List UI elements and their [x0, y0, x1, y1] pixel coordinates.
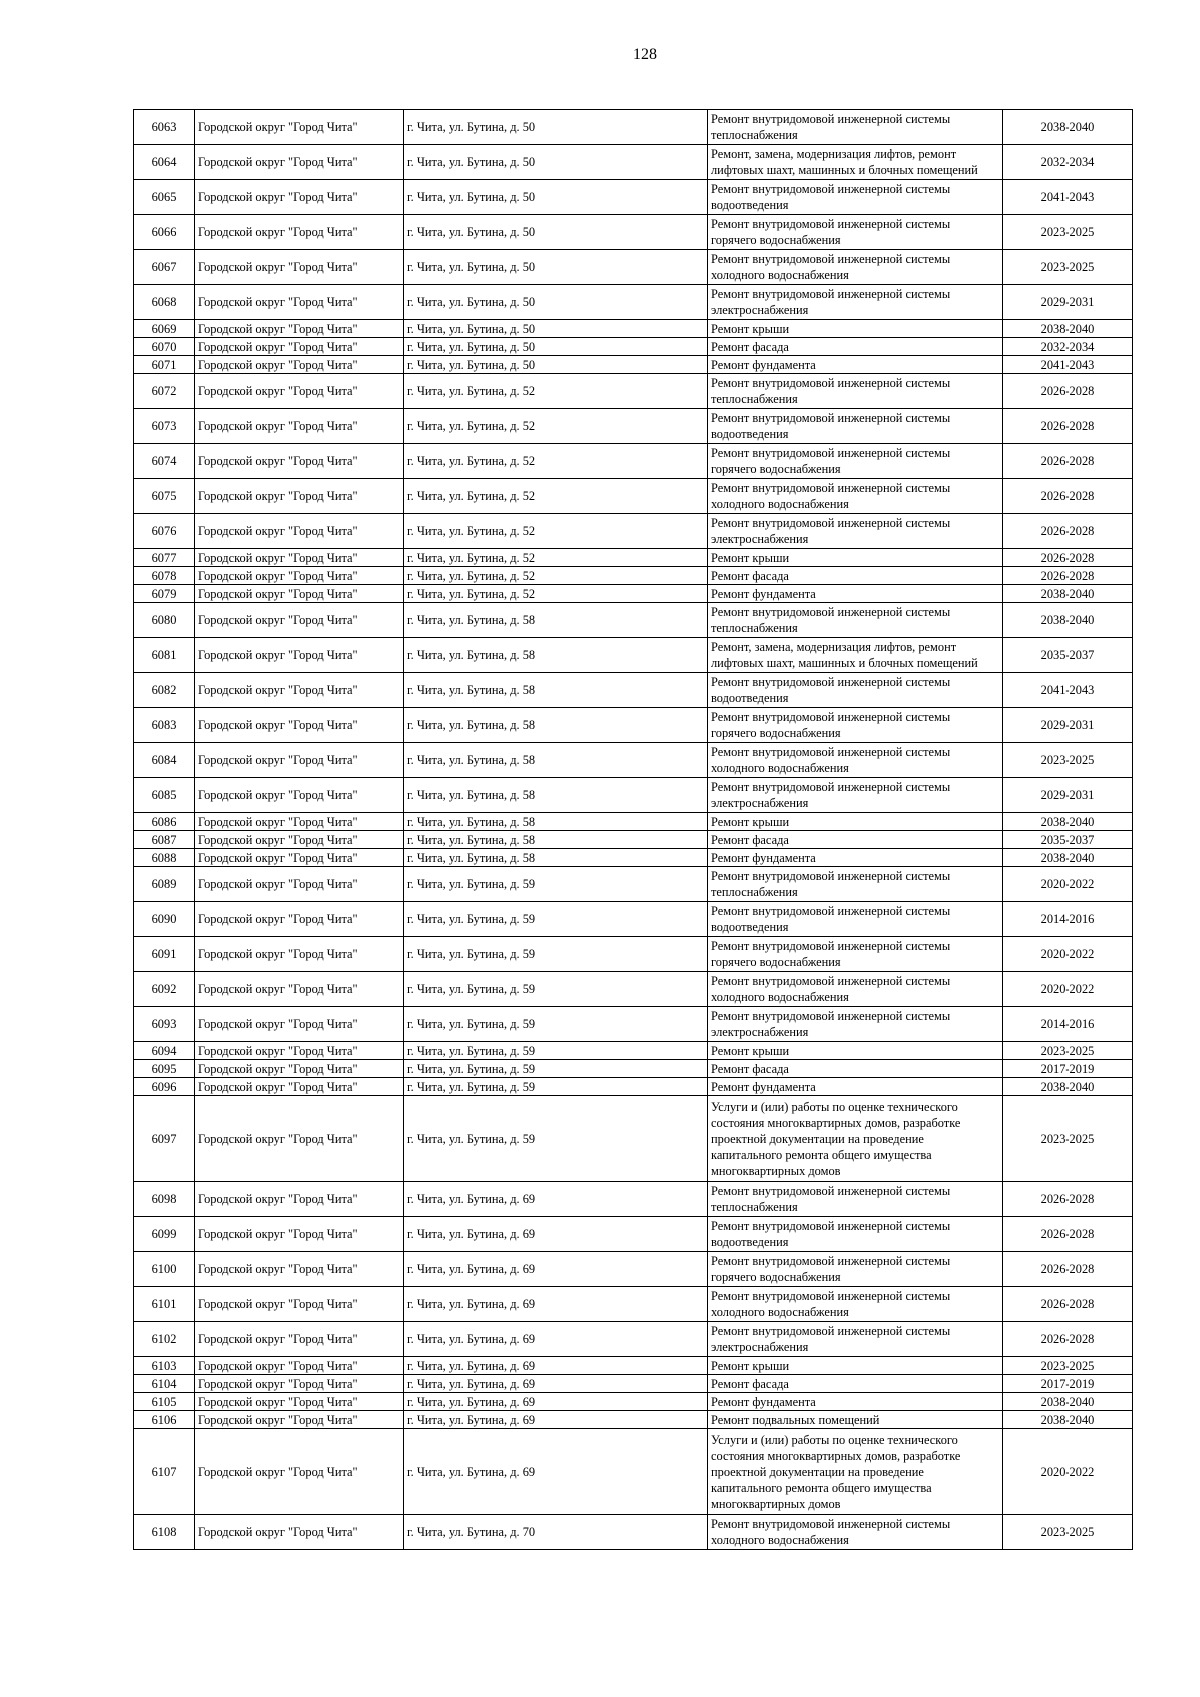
municipality-cell: Городской округ "Город Чита": [195, 1078, 404, 1096]
row-number: 6078: [134, 567, 195, 585]
work-type-cell: Ремонт крыши: [708, 1042, 1003, 1060]
row-number: 6064: [134, 145, 195, 180]
address-cell: г. Чита, ул. Бутина, д. 50: [404, 320, 708, 338]
work-type-cell: Ремонт фундамента: [708, 356, 1003, 374]
address-cell: г. Чита, ул. Бутина, д. 59: [404, 1007, 708, 1042]
row-number: 6087: [134, 831, 195, 849]
address-cell: г. Чита, ул. Бутина, д. 58: [404, 603, 708, 638]
table-row: [134, 215, 1133, 250]
row-number: 6082: [134, 673, 195, 708]
address-cell: г. Чита, ул. Бутина, д. 50: [404, 215, 708, 250]
work-type-cell: Ремонт внутридомовой инженерной системы водоотведения: [708, 902, 1003, 937]
row-number: 6075: [134, 479, 195, 514]
period-cell: 2023-2025: [1003, 743, 1133, 778]
table-row: [134, 585, 1133, 603]
address-cell: г. Чита, ул. Бутина, д. 58: [404, 813, 708, 831]
address-cell: г. Чита, ул. Бутина, д. 52: [404, 585, 708, 603]
work-type-cell: Ремонт внутридомовой инженерной системы водоотведения: [708, 409, 1003, 444]
work-type-cell: Ремонт внутридомовой инженерной системы горячего водоснабжения: [708, 215, 1003, 250]
period-cell: 2038-2040: [1003, 603, 1133, 638]
address-cell: г. Чита, ул. Бутина, д. 69: [404, 1357, 708, 1375]
table-row: [134, 1007, 1133, 1042]
period-cell: 2041-2043: [1003, 180, 1133, 215]
period-cell: 2038-2040: [1003, 849, 1133, 867]
work-type-cell: Ремонт фасада: [708, 338, 1003, 356]
address-cell: г. Чита, ул. Бутина, д. 52: [404, 567, 708, 585]
table-row: [134, 250, 1133, 285]
period-cell: 2026-2028: [1003, 567, 1133, 585]
municipality-cell: Городской округ "Город Чита": [195, 673, 404, 708]
municipality-cell: Городской округ "Город Чита": [195, 338, 404, 356]
address-cell: г. Чита, ул. Бутина, д. 59: [404, 1078, 708, 1096]
table-row: [134, 145, 1133, 180]
period-cell: 2023-2025: [1003, 215, 1133, 250]
period-cell: 2038-2040: [1003, 1393, 1133, 1411]
period-cell: 2014-2016: [1003, 1007, 1133, 1042]
work-type-cell: Ремонт внутридомовой инженерной системы электроснабжения: [708, 1007, 1003, 1042]
row-number: 6091: [134, 937, 195, 972]
work-type-cell: Ремонт внутридомовой инженерной системы теплоснабжения: [708, 603, 1003, 638]
row-number: 6098: [134, 1182, 195, 1217]
table-row: [134, 514, 1133, 549]
work-type-cell: Ремонт фасада: [708, 831, 1003, 849]
period-cell: 2029-2031: [1003, 285, 1133, 320]
work-type-cell: Ремонт фундамента: [708, 585, 1003, 603]
row-number: 6079: [134, 585, 195, 603]
address-cell: г. Чита, ул. Бутина, д. 59: [404, 902, 708, 937]
work-type-cell: Ремонт внутридомовой инженерной системы электроснабжения: [708, 514, 1003, 549]
work-type-cell: Услуги и (или) работы по оценке технического состояния многоквартирных домов, разработке проектной документации на проведение капитального ремонта общего имущества многоквартирных домов: [708, 1096, 1003, 1182]
row-number: 6106: [134, 1411, 195, 1429]
municipality-cell: Городской округ "Город Чита": [195, 1357, 404, 1375]
municipality-cell: Городской округ "Город Чита": [195, 1042, 404, 1060]
table-row: [134, 937, 1133, 972]
address-cell: г. Чита, ул. Бутина, д. 69: [404, 1252, 708, 1287]
table-row: [134, 1515, 1133, 1550]
municipality-cell: Городской округ "Город Чита": [195, 813, 404, 831]
municipality-cell: Городской округ "Город Чита": [195, 1060, 404, 1078]
table-row: [134, 320, 1133, 338]
table-row: [134, 867, 1133, 902]
municipality-cell: Городской округ "Город Чита": [195, 479, 404, 514]
table-row: [134, 374, 1133, 409]
address-cell: г. Чита, ул. Бутина, д. 58: [404, 743, 708, 778]
row-number: 6107: [134, 1429, 195, 1515]
municipality-cell: Городской округ "Город Чита": [195, 1429, 404, 1515]
period-cell: 2020-2022: [1003, 1429, 1133, 1515]
address-cell: г. Чита, ул. Бутина, д. 58: [404, 778, 708, 813]
municipality-cell: Городской округ "Город Чита": [195, 514, 404, 549]
municipality-cell: Городской округ "Город Чита": [195, 567, 404, 585]
table-row: [134, 567, 1133, 585]
work-type-cell: Ремонт внутридомовой инженерной системы электроснабжения: [708, 285, 1003, 320]
work-type-cell: Ремонт внутридомовой инженерной системы электроснабжения: [708, 778, 1003, 813]
address-cell: г. Чита, ул. Бутина, д. 69: [404, 1429, 708, 1515]
work-type-cell: Услуги и (или) работы по оценке технического состояния многоквартирных домов, разработке проектной документации на проведение капитального ремонта общего имущества многоквартирных домов: [708, 1429, 1003, 1515]
table-row: [134, 638, 1133, 673]
municipality-cell: Городской округ "Город Чита": [195, 1096, 404, 1182]
work-type-cell: Ремонт внутридомовой инженерной системы теплоснабжения: [708, 867, 1003, 902]
period-cell: 2023-2025: [1003, 1357, 1133, 1375]
row-number: 6069: [134, 320, 195, 338]
table-row: [134, 778, 1133, 813]
table-row: [134, 743, 1133, 778]
address-cell: г. Чита, ул. Бутина, д. 69: [404, 1411, 708, 1429]
table-row: [134, 356, 1133, 374]
period-cell: 2026-2028: [1003, 1252, 1133, 1287]
municipality-cell: Городской округ "Город Чита": [195, 831, 404, 849]
row-number: 6073: [134, 409, 195, 444]
work-type-cell: Ремонт внутридомовой инженерной системы холодного водоснабжения: [708, 972, 1003, 1007]
municipality-cell: Городской округ "Город Чита": [195, 250, 404, 285]
municipality-cell: Городской округ "Город Чита": [195, 145, 404, 180]
address-cell: г. Чита, ул. Бутина, д. 58: [404, 708, 708, 743]
period-cell: 2032-2034: [1003, 338, 1133, 356]
address-cell: г. Чита, ул. Бутина, д. 58: [404, 638, 708, 673]
address-cell: г. Чита, ул. Бутина, д. 58: [404, 849, 708, 867]
table-row: [134, 1096, 1133, 1182]
municipality-cell: Городской округ "Город Чита": [195, 110, 404, 145]
table-row: [134, 444, 1133, 479]
municipality-cell: Городской округ "Город Чита": [195, 1007, 404, 1042]
work-type-cell: Ремонт внутридомовой инженерной системы холодного водоснабжения: [708, 743, 1003, 778]
work-type-cell: Ремонт внутридомовой инженерной системы горячего водоснабжения: [708, 444, 1003, 479]
work-type-cell: Ремонт крыши: [708, 549, 1003, 567]
address-cell: г. Чита, ул. Бутина, д. 69: [404, 1217, 708, 1252]
table-row: [134, 1182, 1133, 1217]
table-row: [134, 849, 1133, 867]
municipality-cell: Городской округ "Город Чита": [195, 585, 404, 603]
period-cell: 2026-2028: [1003, 374, 1133, 409]
work-type-cell: Ремонт внутридомовой инженерной системы водоотведения: [708, 180, 1003, 215]
row-number: 6076: [134, 514, 195, 549]
period-cell: 2023-2025: [1003, 1042, 1133, 1060]
row-number: 6102: [134, 1322, 195, 1357]
row-number: 6099: [134, 1217, 195, 1252]
row-number: 6063: [134, 110, 195, 145]
row-number: 6086: [134, 813, 195, 831]
work-type-cell: Ремонт подвальных помещений: [708, 1411, 1003, 1429]
period-cell: 2020-2022: [1003, 972, 1133, 1007]
address-cell: г. Чита, ул. Бутина, д. 58: [404, 831, 708, 849]
municipality-cell: Городской округ "Город Чита": [195, 972, 404, 1007]
table-row: [134, 1357, 1133, 1375]
period-cell: 2023-2025: [1003, 250, 1133, 285]
period-cell: 2035-2037: [1003, 638, 1133, 673]
municipality-cell: Городской округ "Город Чита": [195, 1252, 404, 1287]
row-number: 6097: [134, 1096, 195, 1182]
row-number: 6085: [134, 778, 195, 813]
repair-schedule-table: [133, 109, 1133, 1550]
work-type-cell: Ремонт внутридомовой инженерной системы холодного водоснабжения: [708, 1515, 1003, 1550]
table-row: [134, 549, 1133, 567]
row-number: 6072: [134, 374, 195, 409]
address-cell: г. Чита, ул. Бутина, д. 69: [404, 1393, 708, 1411]
period-cell: 2029-2031: [1003, 708, 1133, 743]
row-number: 6080: [134, 603, 195, 638]
row-number: 6094: [134, 1042, 195, 1060]
table-row: [134, 180, 1133, 215]
municipality-cell: Городской округ "Город Чита": [195, 603, 404, 638]
table-row: [134, 409, 1133, 444]
row-number: 6081: [134, 638, 195, 673]
row-number: 6083: [134, 708, 195, 743]
period-cell: 2014-2016: [1003, 902, 1133, 937]
row-number: 6108: [134, 1515, 195, 1550]
address-cell: г. Чита, ул. Бутина, д. 52: [404, 479, 708, 514]
row-number: 6100: [134, 1252, 195, 1287]
page-number: 128: [633, 46, 657, 63]
table-row: [134, 1322, 1133, 1357]
period-cell: 2038-2040: [1003, 110, 1133, 145]
municipality-cell: Городской округ "Город Чита": [195, 409, 404, 444]
work-type-cell: Ремонт внутридомовой инженерной системы теплоснабжения: [708, 374, 1003, 409]
row-number: 6068: [134, 285, 195, 320]
row-number: 6090: [134, 902, 195, 937]
table-row: [134, 1411, 1133, 1429]
row-number: 6096: [134, 1078, 195, 1096]
municipality-cell: Городской округ "Город Чита": [195, 180, 404, 215]
period-cell: 2026-2028: [1003, 444, 1133, 479]
table-row: [134, 1287, 1133, 1322]
table-row: [134, 1252, 1133, 1287]
row-number: 6092: [134, 972, 195, 1007]
period-cell: 2029-2031: [1003, 778, 1133, 813]
work-type-cell: Ремонт внутридомовой инженерной системы холодного водоснабжения: [708, 250, 1003, 285]
table-row: [134, 479, 1133, 514]
address-cell: г. Чита, ул. Бутина, д. 70: [404, 1515, 708, 1550]
municipality-cell: Городской округ "Город Чита": [195, 867, 404, 902]
row-number: 6105: [134, 1393, 195, 1411]
municipality-cell: Городской округ "Город Чита": [195, 1322, 404, 1357]
table-row: [134, 813, 1133, 831]
row-number: 6065: [134, 180, 195, 215]
work-type-cell: Ремонт внутридомовой инженерной системы электроснабжения: [708, 1322, 1003, 1357]
work-type-cell: Ремонт внутридомовой инженерной системы холодного водоснабжения: [708, 479, 1003, 514]
address-cell: г. Чита, ул. Бутина, д. 52: [404, 514, 708, 549]
table-row: [134, 708, 1133, 743]
address-cell: г. Чита, ул. Бутина, д. 50: [404, 338, 708, 356]
work-type-cell: Ремонт фундамента: [708, 1078, 1003, 1096]
table-row: [134, 902, 1133, 937]
period-cell: 2026-2028: [1003, 549, 1133, 567]
municipality-cell: Городской округ "Город Чита": [195, 356, 404, 374]
period-cell: 2020-2022: [1003, 937, 1133, 972]
address-cell: г. Чита, ул. Бутина, д. 52: [404, 549, 708, 567]
address-cell: г. Чита, ул. Бутина, д. 50: [404, 250, 708, 285]
period-cell: 2035-2037: [1003, 831, 1133, 849]
period-cell: 2038-2040: [1003, 320, 1133, 338]
address-cell: г. Чита, ул. Бутина, д. 69: [404, 1287, 708, 1322]
table-row: [134, 1429, 1133, 1515]
address-cell: г. Чита, ул. Бутина, д. 59: [404, 1060, 708, 1078]
address-cell: г. Чита, ул. Бутина, д. 69: [404, 1375, 708, 1393]
address-cell: г. Чита, ул. Бутина, д. 50: [404, 110, 708, 145]
address-cell: г. Чита, ул. Бутина, д. 58: [404, 673, 708, 708]
work-type-cell: Ремонт внутридомовой инженерной системы холодного водоснабжения: [708, 1287, 1003, 1322]
row-number: 6077: [134, 549, 195, 567]
address-cell: г. Чита, ул. Бутина, д. 52: [404, 374, 708, 409]
address-cell: г. Чита, ул. Бутина, д. 59: [404, 1096, 708, 1182]
work-type-cell: Ремонт фундамента: [708, 849, 1003, 867]
table-row: [134, 110, 1133, 145]
address-cell: г. Чита, ул. Бутина, д. 52: [404, 409, 708, 444]
period-cell: 2038-2040: [1003, 1411, 1133, 1429]
municipality-cell: Городской округ "Город Чита": [195, 937, 404, 972]
row-number: 6074: [134, 444, 195, 479]
row-number: 6067: [134, 250, 195, 285]
address-cell: г. Чита, ул. Бутина, д. 50: [404, 356, 708, 374]
municipality-cell: Городской округ "Город Чита": [195, 1182, 404, 1217]
row-number: 6095: [134, 1060, 195, 1078]
work-type-cell: Ремонт внутридомовой инженерной системы водоотведения: [708, 1217, 1003, 1252]
row-number: 6071: [134, 356, 195, 374]
table-row: [134, 831, 1133, 849]
period-cell: 2038-2040: [1003, 1078, 1133, 1096]
table-row: [134, 285, 1133, 320]
period-cell: 2038-2040: [1003, 585, 1133, 603]
address-cell: г. Чита, ул. Бутина, д. 59: [404, 972, 708, 1007]
municipality-cell: Городской округ "Город Чита": [195, 902, 404, 937]
work-type-cell: Ремонт внутридомовой инженерной системы горячего водоснабжения: [708, 937, 1003, 972]
period-cell: 2026-2028: [1003, 1322, 1133, 1357]
table-row: [134, 1393, 1133, 1411]
address-cell: г. Чита, ул. Бутина, д. 50: [404, 180, 708, 215]
work-type-cell: Ремонт, замена, модернизация лифтов, ремонт лифтовых шахт, машинных и блочных помещений: [708, 638, 1003, 673]
period-cell: 2026-2028: [1003, 514, 1133, 549]
work-type-cell: Ремонт крыши: [708, 1357, 1003, 1375]
municipality-cell: Городской округ "Город Чита": [195, 320, 404, 338]
municipality-cell: Городской округ "Город Чита": [195, 1411, 404, 1429]
work-type-cell: Ремонт внутридомовой инженерной системы водоотведения: [708, 673, 1003, 708]
municipality-cell: Городской округ "Город Чита": [195, 285, 404, 320]
period-cell: 2017-2019: [1003, 1060, 1133, 1078]
row-number: 6104: [134, 1375, 195, 1393]
municipality-cell: Городской округ "Город Чита": [195, 1217, 404, 1252]
row-number: 6089: [134, 867, 195, 902]
row-number: 6088: [134, 849, 195, 867]
period-cell: 2026-2028: [1003, 1217, 1133, 1252]
work-type-cell: Ремонт внутридомовой инженерной системы теплоснабжения: [708, 1182, 1003, 1217]
address-cell: г. Чита, ул. Бутина, д. 50: [404, 285, 708, 320]
municipality-cell: Городской округ "Город Чита": [195, 743, 404, 778]
work-type-cell: Ремонт фасада: [708, 1375, 1003, 1393]
period-cell: 2026-2028: [1003, 479, 1133, 514]
municipality-cell: Городской округ "Город Чита": [195, 1515, 404, 1550]
municipality-cell: Городской округ "Город Чита": [195, 549, 404, 567]
work-type-cell: Ремонт внутридомовой инженерной системы горячего водоснабжения: [708, 1252, 1003, 1287]
work-type-cell: Ремонт внутридомовой инженерной системы горячего водоснабжения: [708, 708, 1003, 743]
table-row: [134, 1042, 1133, 1060]
table-row: [134, 603, 1133, 638]
row-number: 6070: [134, 338, 195, 356]
municipality-cell: Городской округ "Город Чита": [195, 849, 404, 867]
period-cell: 2023-2025: [1003, 1096, 1133, 1182]
table-row: [134, 1217, 1133, 1252]
table-row: [134, 1078, 1133, 1096]
period-cell: 2023-2025: [1003, 1515, 1133, 1550]
row-number: 6101: [134, 1287, 195, 1322]
address-cell: г. Чита, ул. Бутина, д. 59: [404, 937, 708, 972]
row-number: 6103: [134, 1357, 195, 1375]
work-type-cell: Ремонт фундамента: [708, 1393, 1003, 1411]
row-number: 6066: [134, 215, 195, 250]
row-number: 6084: [134, 743, 195, 778]
work-type-cell: Ремонт, замена, модернизация лифтов, ремонт лифтовых шахт, машинных и блочных помещений: [708, 145, 1003, 180]
period-cell: 2041-2043: [1003, 356, 1133, 374]
period-cell: 2020-2022: [1003, 867, 1133, 902]
period-cell: 2026-2028: [1003, 1287, 1133, 1322]
municipality-cell: Городской округ "Город Чита": [195, 215, 404, 250]
address-cell: г. Чита, ул. Бутина, д. 59: [404, 867, 708, 902]
address-cell: г. Чита, ул. Бутина, д. 69: [404, 1322, 708, 1357]
municipality-cell: Городской округ "Город Чита": [195, 1375, 404, 1393]
period-cell: 2026-2028: [1003, 409, 1133, 444]
period-cell: 2041-2043: [1003, 673, 1133, 708]
table-row: [134, 673, 1133, 708]
period-cell: 2017-2019: [1003, 1375, 1133, 1393]
work-type-cell: Ремонт крыши: [708, 320, 1003, 338]
municipality-cell: Городской округ "Город Чита": [195, 1287, 404, 1322]
table-body: [134, 110, 1133, 1550]
row-number: 6093: [134, 1007, 195, 1042]
address-cell: г. Чита, ул. Бутина, д. 52: [404, 444, 708, 479]
municipality-cell: Городской округ "Город Чита": [195, 778, 404, 813]
municipality-cell: Городской округ "Город Чита": [195, 1393, 404, 1411]
municipality-cell: Городской округ "Город Чита": [195, 638, 404, 673]
municipality-cell: Городской округ "Город Чита": [195, 374, 404, 409]
period-cell: 2038-2040: [1003, 813, 1133, 831]
work-type-cell: Ремонт фасада: [708, 1060, 1003, 1078]
address-cell: г. Чита, ул. Бутина, д. 59: [404, 1042, 708, 1060]
municipality-cell: Городской округ "Город Чита": [195, 444, 404, 479]
address-cell: г. Чита, ул. Бутина, д. 50: [404, 145, 708, 180]
table-row: [134, 1375, 1133, 1393]
table-row: [134, 1060, 1133, 1078]
period-cell: 2026-2028: [1003, 1182, 1133, 1217]
period-cell: 2032-2034: [1003, 145, 1133, 180]
municipality-cell: Городской округ "Город Чита": [195, 708, 404, 743]
table-row: [134, 338, 1133, 356]
work-type-cell: Ремонт крыши: [708, 813, 1003, 831]
work-type-cell: Ремонт внутридомовой инженерной системы теплоснабжения: [708, 110, 1003, 145]
table-row: [134, 972, 1133, 1007]
address-cell: г. Чита, ул. Бутина, д. 69: [404, 1182, 708, 1217]
work-type-cell: Ремонт фасада: [708, 567, 1003, 585]
